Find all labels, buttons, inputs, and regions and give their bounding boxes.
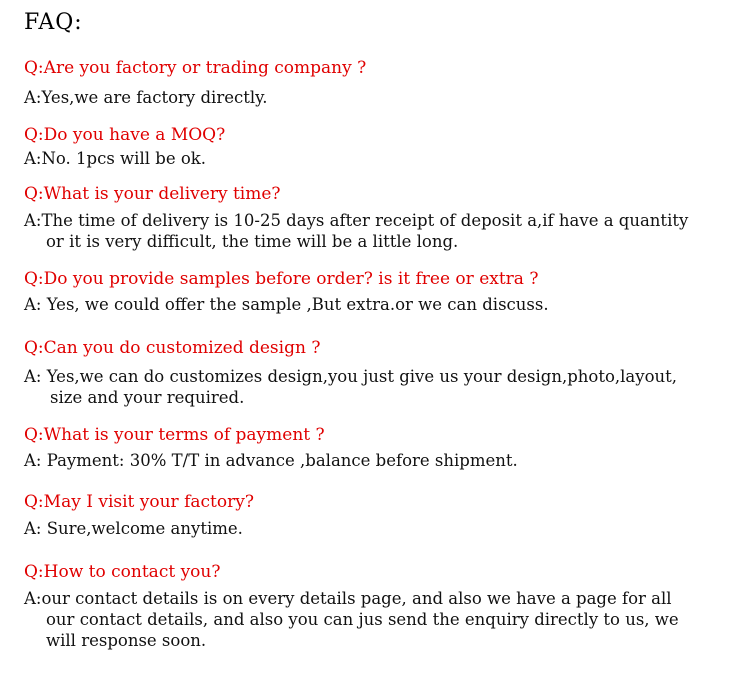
faq-answer (24, 294, 724, 315)
faq-answer (24, 588, 724, 651)
faq-answer-line: A:No. 1pcs will be ok. (24, 149, 207, 168)
faq-answer-line: A: Payment: 30% T/T in advance ,balance before shipment. (24, 451, 518, 470)
faq-answer-line: or it is very difficult, the time will be a little long. (46, 232, 459, 251)
faq-question: Q:How to contact you? (24, 562, 221, 582)
faq-question: Q:Are you factory or trading company ? (24, 58, 367, 78)
faq-answer (24, 366, 724, 408)
faq-question: Q:What is your terms of payment ? (24, 425, 325, 445)
faq-answer-line: A:our contact details is on every details page, and also we have a page for all (24, 589, 672, 608)
faq-answer (24, 210, 724, 252)
faq-answer-line: A: Sure,welcome anytime. (24, 519, 243, 538)
faq-answer-line: A: Yes,we can do customizes design,you just give us your design,photo,layout, (24, 367, 678, 386)
faq-question: Q:May I visit your factory? (24, 492, 254, 512)
faq-answer (24, 87, 724, 108)
faq-question: Q:What is your delivery time? (24, 184, 281, 204)
faq-question: Q:Can you do customized design ? (24, 338, 321, 358)
faq-question: Q:Do you provide samples before order? is it free or extra ? (24, 269, 539, 289)
faq-answer-line: our contact details, and also you can jus send the enquiry directly to us, we (46, 610, 679, 629)
faq-answer (24, 450, 724, 471)
faq-answer-line: A:Yes,we are factory directly. (24, 88, 268, 107)
faq-answer-line: size and your required. (50, 388, 245, 407)
faq-answer (24, 518, 724, 539)
faq-answer-line: A:The time of delivery is 10-25 days after receipt of deposit a,if have a quantity (24, 211, 689, 230)
faq-answer-line: A: Yes, we could offer the sample ,But extra.or we can discuss. (24, 295, 549, 314)
faq-answer (24, 148, 724, 169)
faq-answer-line: will response soon. (46, 631, 207, 650)
faq-question: Q:Do you have a MOQ? (24, 125, 226, 145)
page-title: FAQ: (24, 10, 83, 35)
